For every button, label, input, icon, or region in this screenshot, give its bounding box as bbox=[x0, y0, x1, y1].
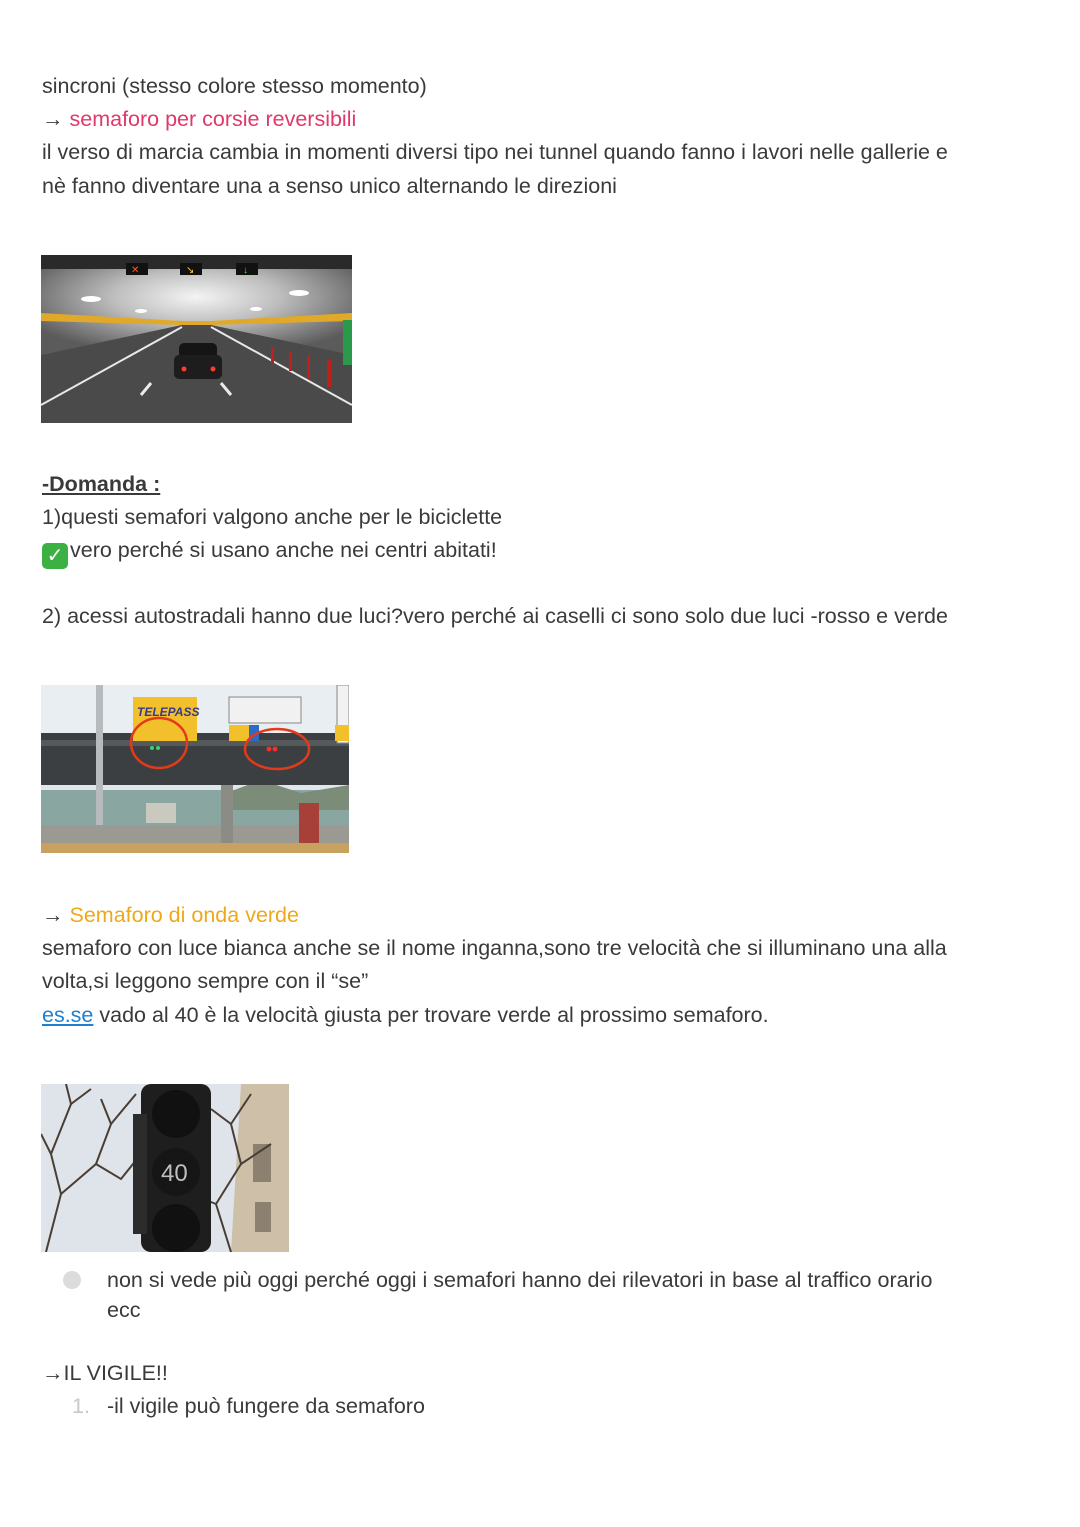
speed-40-label: 40 bbox=[161, 1160, 188, 1187]
svg-text:✕: ✕ bbox=[131, 265, 140, 276]
svg-text:↓: ↓ bbox=[243, 265, 248, 276]
question-1: 1)questi semafori valgono anche per le biciclette bbox=[42, 505, 503, 529]
tunnel-photo bbox=[41, 255, 352, 423]
list-item: -il vigile può fungere da semaforo bbox=[107, 1394, 425, 1418]
example-text: vado al 40 è la velocità giusta per trovare verde al prossimo semaforo. bbox=[93, 1003, 769, 1027]
example-line bbox=[42, 999, 769, 1032]
text-line: sincroni (stesso colore stesso momento) bbox=[42, 74, 427, 98]
text-line: volta,si leggono sempre con il “se” bbox=[42, 969, 369, 993]
vigile-heading: →IL VIGILE!! bbox=[42, 1361, 168, 1385]
bullet-text-2: ecc bbox=[107, 1298, 141, 1322]
traffic-light-photo bbox=[41, 1084, 289, 1252]
svg-text:↘: ↘ bbox=[186, 265, 195, 276]
heading-reversible-text: semaforo per corsie reversibili bbox=[69, 107, 357, 131]
telepass-sign: TELEPASS bbox=[137, 705, 200, 719]
arrow-icon: → bbox=[42, 107, 64, 131]
bullet-icon bbox=[63, 1271, 81, 1289]
question-2: 2) acessi autostradali hanno due luci?vero perché ai caselli ci sono solo due luci -rosso e verde bbox=[42, 604, 948, 628]
answer-1 bbox=[42, 534, 497, 569]
toll-booth-photo bbox=[41, 685, 349, 853]
heading-onda-verde bbox=[42, 899, 299, 932]
bullet-item bbox=[107, 1265, 932, 1325]
check-mark-icon: ✓ bbox=[42, 543, 68, 569]
domanda-heading: -Domanda : bbox=[42, 472, 161, 496]
text-line: semaforo con luce bianca anche se il nome inganna,sono tre velocità che si illuminano una alla bbox=[42, 936, 947, 960]
bullet-text-1: non si vede più oggi perché oggi i semafori hanno dei rilevatori in base al traffico orario bbox=[107, 1268, 933, 1292]
list-number: 1. bbox=[72, 1394, 90, 1418]
answer-1-text: vero perché si usano anche nei centri abitati! bbox=[70, 538, 497, 562]
text-line: nè fanno diventare una a senso unico alternando le direzioni bbox=[42, 174, 617, 198]
heading-onda-verde-text: Semaforo di onda verde bbox=[69, 903, 299, 927]
text-line: il verso di marcia cambia in momenti diversi tipo nei tunnel quando fanno i lavori nelle gallerie e bbox=[42, 140, 948, 164]
arrow-icon: → bbox=[42, 903, 64, 927]
example-link[interactable]: es.se bbox=[42, 1003, 94, 1027]
heading-reversible bbox=[42, 103, 356, 136]
